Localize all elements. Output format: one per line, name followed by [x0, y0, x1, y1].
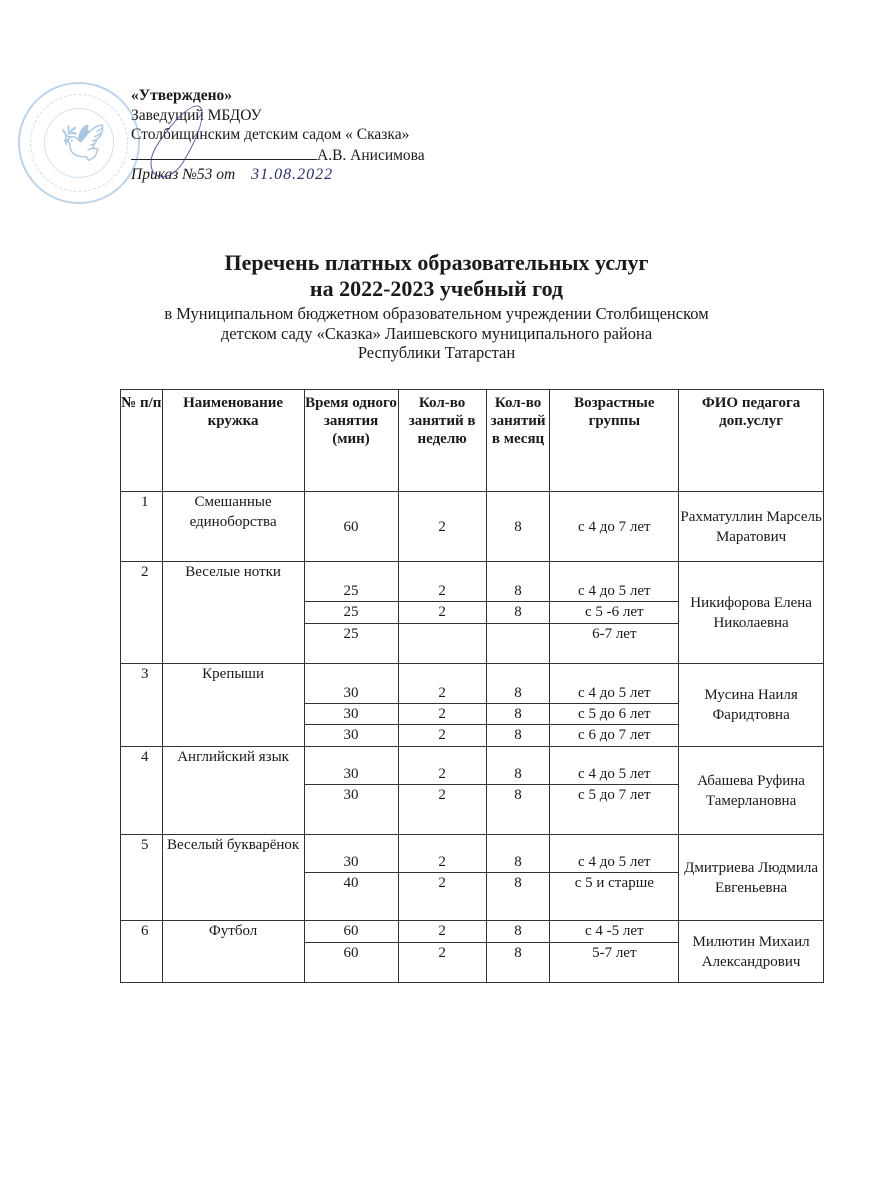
cell-age: с 6 до 7 лет — [550, 725, 679, 747]
approval-title: «Утверждено» — [131, 87, 232, 104]
cell-week: 2 — [398, 602, 486, 624]
cell-age: 5-7 лет — [550, 943, 679, 983]
cell-month: 8 — [486, 921, 550, 943]
cell-age: с 4 -5 лет — [550, 921, 679, 943]
row-number: 3 — [121, 664, 163, 747]
cell-week: 2 — [398, 835, 486, 873]
page-title — [0, 250, 873, 302]
cell-time: 25 — [304, 624, 398, 664]
services-table — [120, 389, 824, 983]
cell-age: с 4 до 7 лет — [550, 492, 679, 562]
cell-week — [398, 624, 486, 664]
bird-emblem-icon: 🕊 — [60, 123, 106, 163]
approval-institution: Столбищинским детским садом « Сказка» — [131, 126, 410, 143]
cell-time: 30 — [304, 747, 398, 785]
cell-time: 30 — [304, 785, 398, 835]
cell-month: 8 — [486, 562, 550, 602]
cell-time: 30 — [304, 704, 398, 725]
cell-age: с 4 до 5 лет — [550, 562, 679, 602]
subtitle-line-2: детском саду «Сказка» Лаишевского муниципального района — [220, 323, 653, 343]
club-name: Смешанные единоборства — [162, 492, 304, 562]
row-number: 6 — [121, 921, 163, 983]
cell-time: 60 — [304, 921, 398, 943]
row-number: 1 — [121, 492, 163, 562]
table-body — [121, 492, 824, 983]
cell-month: 8 — [486, 725, 550, 747]
cell-age: с 4 до 5 лет — [550, 835, 679, 873]
cell-week: 2 — [398, 664, 486, 704]
cell-time: 60 — [304, 943, 398, 983]
club-name: Веселый букварёнок — [162, 835, 304, 921]
cell-age: с 5 -6 лет — [550, 602, 679, 624]
table-header-row — [121, 390, 824, 492]
teacher-name: Рахматуллин Марсель Маратович — [679, 492, 824, 562]
cell-age: с 4 до 5 лет — [550, 664, 679, 704]
cell-month: 8 — [486, 602, 550, 624]
header-age-groups: Возрастные группы — [550, 390, 679, 492]
subtitle-line-1: в Муниципальном бюджетном образовательном учреждении Столбищенском — [164, 304, 709, 323]
header-session-time: Время одного занятия (мин) — [304, 390, 398, 492]
cell-age: с 5 до 7 лет — [550, 785, 679, 835]
cell-week: 2 — [398, 562, 486, 602]
header-number: № п/п — [121, 390, 163, 492]
header-club-name: Наименование кружка — [162, 390, 304, 492]
cell-time: 30 — [304, 664, 398, 704]
order-label: Приказ №53 от — [131, 166, 236, 183]
table-row — [121, 747, 824, 785]
club-name: Футбол — [162, 921, 304, 983]
header-per-week: Кол-во занятий в неделю — [398, 390, 486, 492]
cell-age: с 5 и старше — [550, 873, 679, 921]
cell-month: 8 — [486, 785, 550, 835]
cell-month: 8 — [486, 664, 550, 704]
row-number: 4 — [121, 747, 163, 835]
order-date: 31.08.2022 — [251, 166, 334, 183]
cell-month: 8 — [486, 492, 550, 562]
cell-month: 8 — [486, 835, 550, 873]
cell-week: 2 — [398, 747, 486, 785]
club-name: Крепыши — [162, 664, 304, 747]
cell-month — [486, 624, 550, 664]
teacher-name: Никифорова Елена Николаевна — [679, 562, 824, 664]
teacher-name: Абашева Руфина Тамерлановна — [679, 747, 824, 835]
institution-stamp — [18, 82, 140, 204]
teacher-name: Милютин Михаил Александрович — [679, 921, 824, 983]
table-row — [121, 492, 824, 562]
cell-week: 2 — [398, 725, 486, 747]
teacher-name: Мусина Наиля Фаридтовна — [679, 664, 824, 747]
cell-time: 25 — [304, 562, 398, 602]
cell-week: 2 — [398, 943, 486, 983]
cell-time: 40 — [304, 873, 398, 921]
cell-week: 2 — [398, 921, 486, 943]
cell-time: 30 — [304, 835, 398, 873]
header-teacher: ФИО педагога доп.услуг — [679, 390, 824, 492]
teacher-name: Дмитриева Людмила Евгеньевна — [679, 835, 824, 921]
cell-time: 60 — [304, 492, 398, 562]
cell-month: 8 — [486, 704, 550, 725]
cell-age: 6-7 лет — [550, 624, 679, 664]
cell-month: 8 — [486, 747, 550, 785]
club-name: Веселые нотки — [162, 562, 304, 664]
signatory-name: А.В. Анисимова — [317, 146, 425, 164]
cell-time: 30 — [304, 725, 398, 747]
row-number: 2 — [121, 562, 163, 664]
table-row — [121, 664, 824, 704]
cell-time: 25 — [304, 602, 398, 624]
cell-week: 2 — [398, 873, 486, 921]
row-number: 5 — [121, 835, 163, 921]
cell-week: 2 — [398, 704, 486, 725]
cell-week: 2 — [398, 492, 486, 562]
page-subtitle — [0, 304, 873, 363]
subtitle-line-3: Республики Татарстан — [357, 343, 516, 362]
table-row — [121, 562, 824, 602]
approval-position: Заведущий МБДОУ — [131, 106, 262, 124]
title-line-1: Перечень платных образовательных услуг — [224, 250, 649, 275]
title-line-2: на 2022-2023 учебный год — [309, 276, 564, 301]
cell-month: 8 — [486, 943, 550, 983]
cell-age: с 5 до 6 лет — [550, 704, 679, 725]
header-per-month: Кол-во занятий в месяц — [486, 390, 550, 492]
cell-month: 8 — [486, 873, 550, 921]
table-row — [121, 921, 824, 943]
cell-age: с 4 до 5 лет — [550, 747, 679, 785]
club-name: Английский язык — [162, 747, 304, 835]
table-row — [121, 835, 824, 873]
cell-week: 2 — [398, 785, 486, 835]
